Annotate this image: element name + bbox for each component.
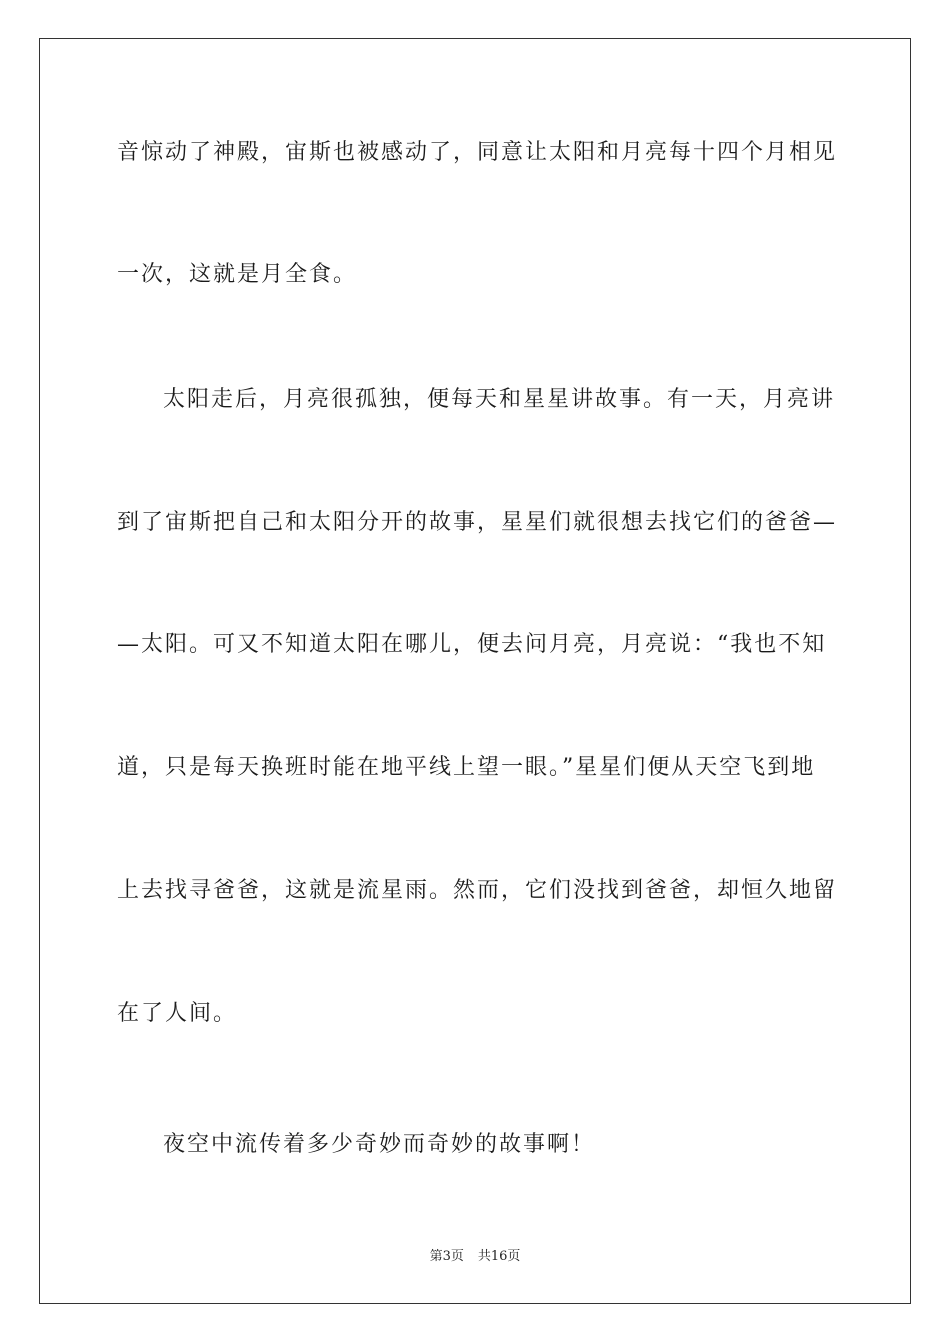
text-line: 一次，这就是月全食。 [117,262,358,287]
page-number: 第3页 [429,1249,464,1264]
page-footer [0,1248,950,1266]
text-line: 道，只是每天换班时能在地平线上望一眼。”星星们便从天空飞到地 [117,755,816,780]
text-line: 夜空中流传着多少奇妙而奇妙的故事啊！ [163,1132,596,1157]
text-line: 太阳走后，月亮很孤独，便每天和星星讲故事。有一天，月亮讲 [163,387,836,412]
text-line: 上去找寻爸爸，这就是流星雨。然而，它们没找到爸爸，却恒久地留 [117,878,838,903]
page-total: 共16页 [477,1249,521,1264]
text-line: —太阳。可又不知道太阳在哪儿，便去问月亮，月亮说：“我也不知 [117,632,827,657]
text-line: 在了人间。 [117,1001,238,1026]
text-line: 音惊动了神殿，宙斯也被感动了，同意让太阳和月亮每十四个月相见 [117,140,838,165]
page-border [39,38,911,1304]
text-line: 到了宙斯把自己和太阳分开的故事，星星们就很想去找它们的爸爸— [117,510,838,535]
